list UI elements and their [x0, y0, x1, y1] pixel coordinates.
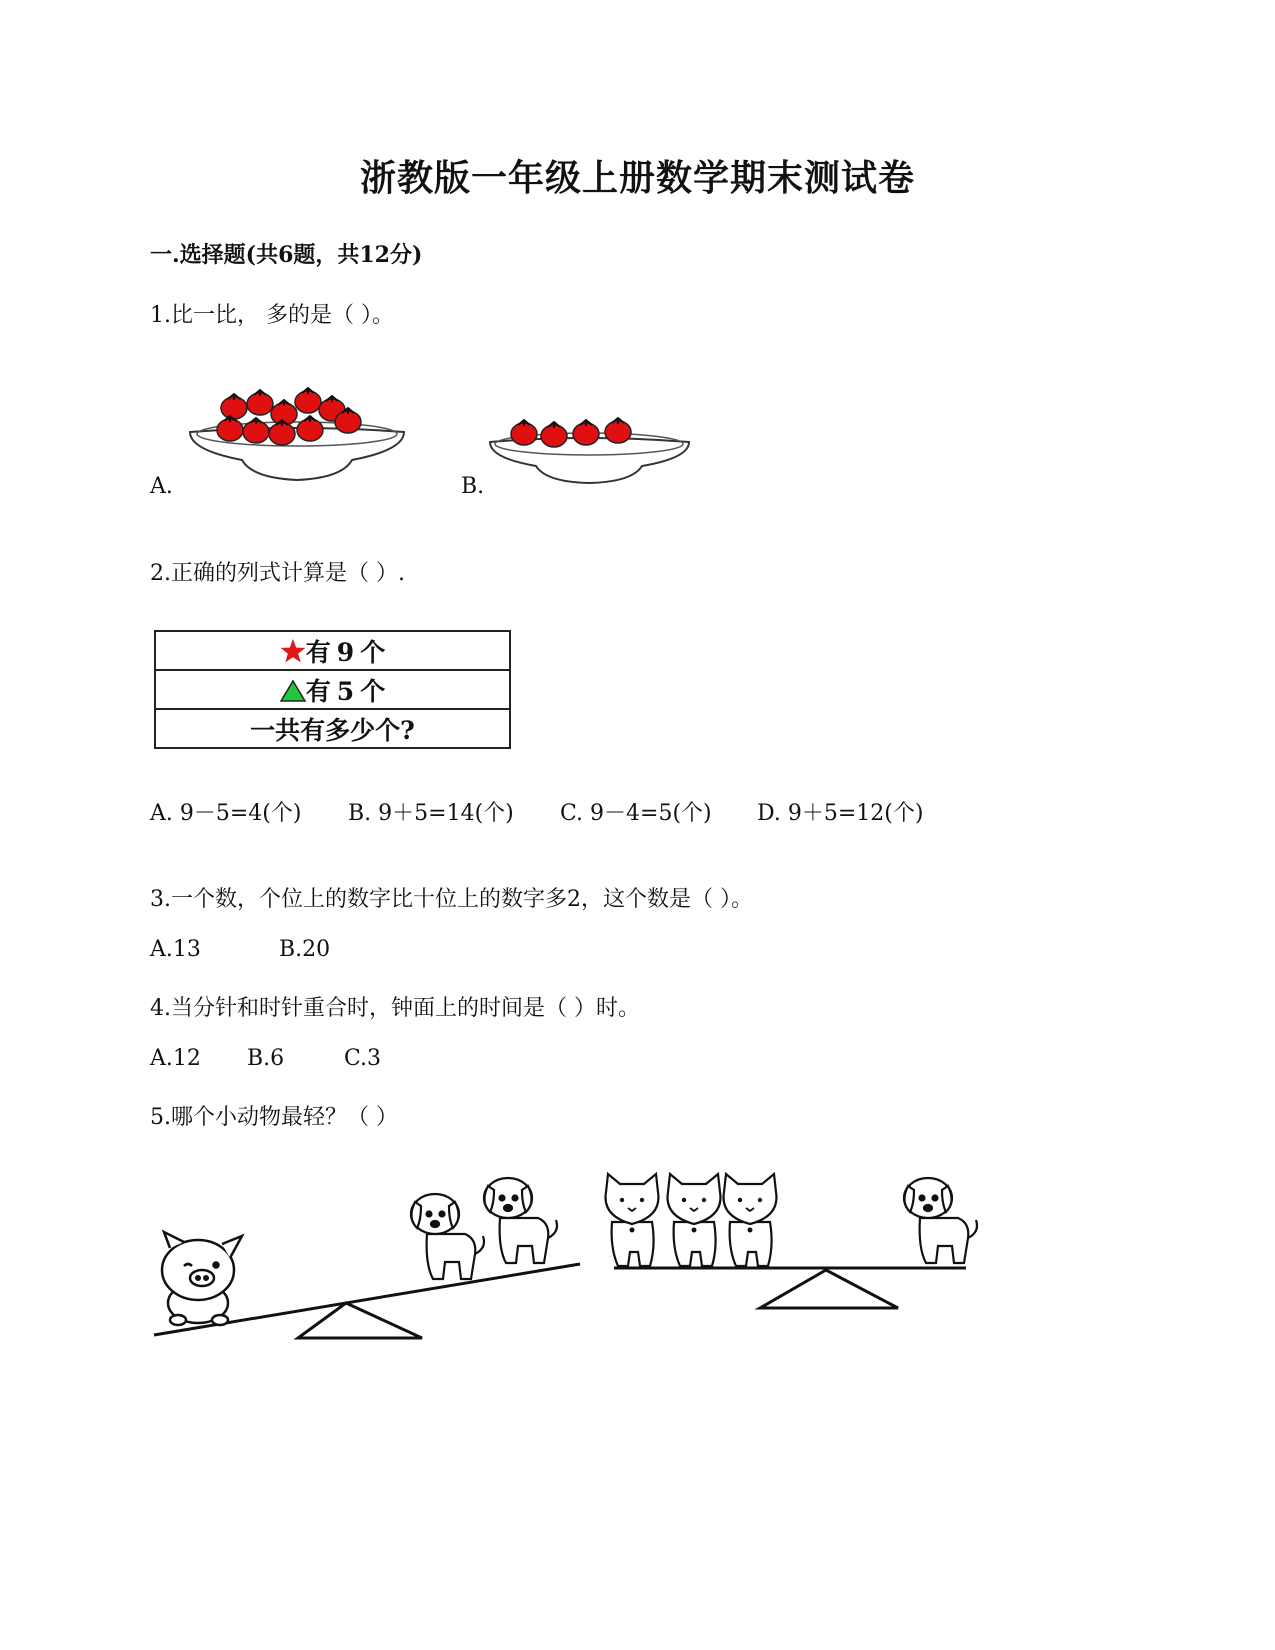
- q2-info-table: [154, 630, 511, 749]
- tomato-icon: [295, 388, 321, 413]
- cat-icon: [668, 1174, 721, 1266]
- tomato-icon: [541, 422, 567, 447]
- table-row: [155, 631, 510, 670]
- q2-option-d[interactable]: D. 9＋5=12(个): [757, 801, 924, 826]
- q4-option-c[interactable]: C.3: [344, 1046, 382, 1071]
- tomato-icon: [573, 420, 599, 445]
- dog-icon: [484, 1178, 557, 1263]
- cat-icon: [724, 1174, 777, 1266]
- question-4-stem: 4.当分针和时针重合时，钟面上的时间是（ ）时。: [150, 996, 640, 1021]
- row2-unit: 个: [360, 676, 386, 706]
- star-count: 9: [336, 637, 355, 667]
- dog-icon: [411, 1194, 484, 1279]
- q5-seesaw-left-image: [150, 1170, 590, 1350]
- question-5-stem: 5.哪个小动物最轻？（ ）: [150, 1105, 398, 1130]
- row3-question: 一共有多少个?: [155, 709, 510, 748]
- table-row: [155, 670, 510, 709]
- tomato-icon: [297, 416, 323, 441]
- question-2-stem: 2.正确的列式计算是（ ）.: [150, 561, 405, 586]
- q3-option-b[interactable]: B.20: [279, 937, 331, 962]
- q2-option-a[interactable]: A. 9－5=4(个): [150, 801, 302, 826]
- cats-group: [606, 1174, 777, 1266]
- cat-icon: [606, 1174, 659, 1266]
- q1-plate-a-image[interactable]: [172, 380, 422, 490]
- page-title: 浙教版一年级上册数学期末测试卷: [359, 157, 915, 199]
- q1-option-a-label[interactable]: A.: [150, 474, 173, 499]
- tomato-icon: [511, 420, 537, 445]
- dog-icon: [904, 1178, 977, 1263]
- tomato-icon: [243, 418, 269, 443]
- triangle-count: 5: [336, 676, 355, 706]
- star-icon: [280, 638, 306, 664]
- q1-option-b-label[interactable]: B.: [461, 474, 485, 499]
- q2-option-c[interactable]: C. 9－4=5(个): [560, 801, 712, 826]
- q3-option-a[interactable]: A.13: [150, 937, 201, 962]
- tomato-icon: [247, 390, 273, 415]
- tomato-icon: [217, 416, 243, 441]
- table-row: [155, 709, 510, 748]
- row1-text: 有: [305, 637, 331, 667]
- q5-seesaw-right-image: [598, 1170, 978, 1320]
- q4-option-b[interactable]: B.6: [247, 1046, 285, 1071]
- q4-option-a[interactable]: A.12: [150, 1046, 201, 1071]
- pig-icon: [162, 1232, 242, 1325]
- tomato-icon: [605, 418, 631, 443]
- section-heading: 一.选择题(共6题，共12分): [150, 242, 423, 268]
- q1-plate-b-image[interactable]: [482, 408, 697, 488]
- row1-unit: 个: [360, 637, 386, 667]
- tomato-icon: [221, 394, 247, 419]
- question-1-stem: 1.比一比， 多的是（ ）。: [150, 303, 394, 328]
- triangle-icon: [280, 679, 306, 703]
- question-3-stem: 3.一个数，个位上的数字比十位上的数字多2，这个数是（ ）。: [150, 887, 753, 912]
- q2-option-b[interactable]: B. 9＋5=14(个): [348, 801, 514, 826]
- row2-text: 有: [305, 676, 331, 706]
